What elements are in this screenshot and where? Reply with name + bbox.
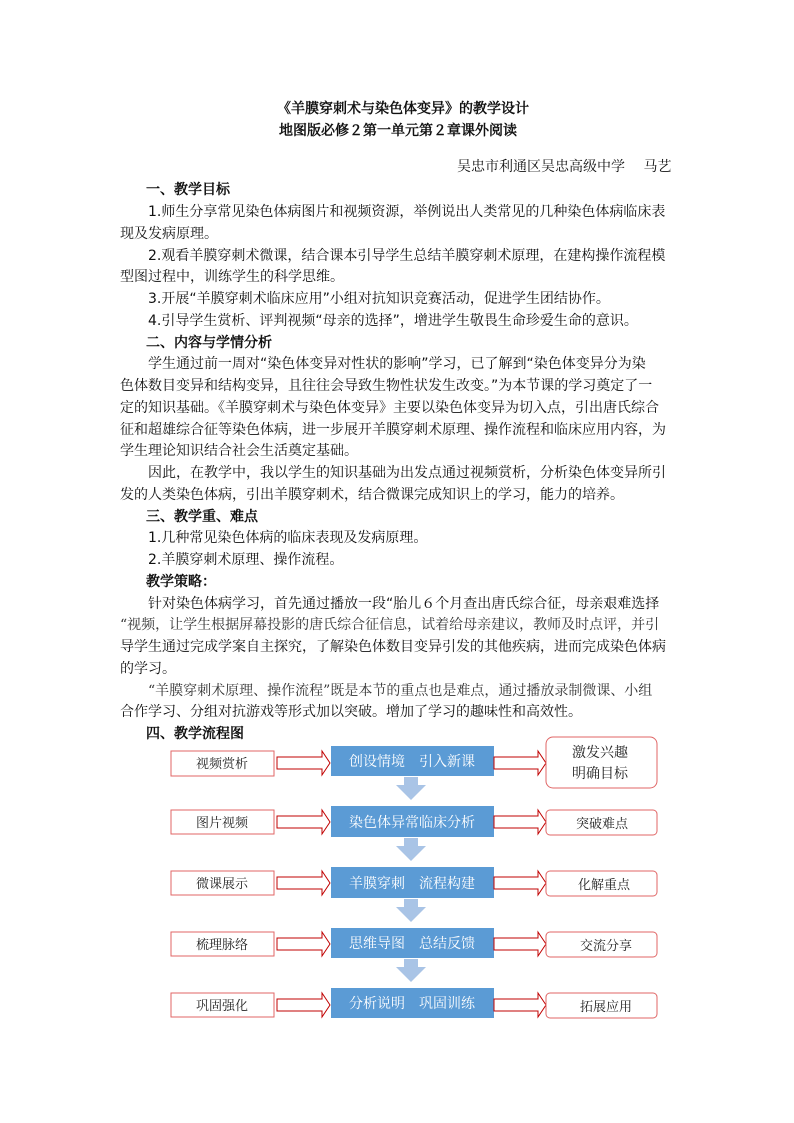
result-box-label: 突破难点	[575, 817, 629, 832]
down-arrow	[396, 959, 426, 982]
right-arrow	[494, 810, 546, 834]
flow-row-3	[171, 867, 657, 898]
section3-p1: 1.几种常见染色体病的临床表现及发病原理。	[148, 530, 428, 546]
section1-p2-line2: 型图过程中，训练学生的科学思维。	[120, 269, 344, 285]
section2-line3: 定的知识基础。《羊膜穿刺术与染色体变异》主要以染色体变异为切入点，引出唐氏综合	[120, 400, 659, 416]
doc-author: 吴忠市利通区吴忠高级中学 马艺	[457, 159, 672, 175]
goal-box-line2: 明确目标	[572, 766, 628, 782]
center-box-label: 创设情境 引入新课	[349, 754, 475, 770]
goal-box-line1: 激发兴趣	[572, 745, 628, 761]
section1-p1-line2: 现及发病原理。	[120, 226, 218, 242]
left-box-label: 梳理脉络	[195, 938, 249, 953]
section2-line1: 学生通过前一周对“染色体变异对性状的影响”学习，已了解到“染色体变异分为染	[148, 356, 646, 372]
section1-p3: 3.开展“羊膜穿刺术临床应用”小组对抗知识竞赛活动，促进学生团结协作。	[148, 291, 610, 307]
left-box-label: 图片视频	[195, 816, 249, 831]
result-box-label: 交流分享	[579, 939, 633, 954]
result-box-label: 拓展应用	[579, 1000, 633, 1015]
section2-line4: 征和超雄综合征等染色体病，进一步展开羊膜穿刺术原理、操作流程和临床应用内容，为	[120, 422, 666, 438]
flow-row-5	[171, 988, 657, 1018]
section2-line6: 因此，在教学中，我以学生的知识基础为出发点通过视频赏析，分析染色体变异所引	[148, 465, 666, 481]
section2-line2: 色体数目变异和结构变异，且往往会导致生物性状发生改变。”为本节课的学习奠定了一	[120, 378, 653, 394]
right-arrow	[277, 993, 330, 1017]
strategy-line3: 导学生通过完成学案自主探究，了解染色体数目变异引发的其他疾病，进而完成染色体病	[120, 639, 666, 655]
right-arrow	[494, 871, 546, 895]
section2-line5: 学生理论知识结合社会生活奠定基础。	[120, 443, 358, 459]
flow-row-2	[171, 806, 657, 837]
center-box-label: 思维导图 总结反馈	[349, 936, 475, 952]
strategy-line6: 合作学习、分组对抗游戏等形式加以突破。增加了学习的趣味性和高效性。	[120, 704, 582, 720]
section3-heading: 三、教学重、难点	[146, 509, 258, 525]
right-arrow	[494, 993, 546, 1017]
center-box-label: 分析说明 巩固训练	[349, 996, 475, 1012]
strategy-line1: 针对染色体病学习，首先通过播放一段“胎儿６个月查出唐氏综合征，母亲艰难选择	[148, 596, 660, 612]
right-arrow	[494, 751, 546, 775]
section1-heading: 一、教学目标	[146, 182, 230, 198]
right-arrow	[277, 751, 330, 775]
strategy-line2: “视频，让学生根据屏幕投影的唐氏综合征信息，试着给母亲建议，教师及时点评，并引	[120, 617, 660, 633]
section2-line7: 发的人类染色体病，引出羊膜穿刺术，结合微课完成知识上的学习，能力的培养。	[120, 487, 624, 503]
result-box-label: 化解重点	[577, 878, 631, 893]
left-box-label: 视频赏析	[195, 757, 249, 772]
section3-p2: 2.羊膜穿刺术原理、操作流程。	[148, 552, 344, 568]
flow-row-4	[171, 928, 657, 958]
strategy-line5: “羊膜穿刺术原理、操作流程”既是本节的重点也是难点，通过播放录制微课、小组	[148, 683, 653, 699]
section1-p4: 4.引导学生赏析、评判视频“母亲的选择”，增进学生敬畏生命珍爱生命的意识。	[148, 313, 638, 329]
doc-title: 《羊膜穿刺术与染色体变异》的教学设计	[277, 101, 529, 117]
down-arrow	[396, 777, 426, 800]
strategy-line4: 的学习。	[120, 661, 176, 677]
down-arrow	[396, 838, 426, 861]
section1-p2-line1: 2.观看羊膜穿刺术微课，结合课本引导学生总结羊膜穿刺术原理，在建构操作流程模	[148, 248, 666, 264]
center-box-label: 羊膜穿刺 流程构建	[349, 876, 475, 892]
right-arrow	[277, 810, 330, 834]
right-arrow	[494, 932, 546, 956]
section2-heading: 二、内容与学情分析	[146, 335, 272, 351]
right-arrow	[277, 871, 330, 895]
down-arrow	[396, 899, 426, 922]
left-box-label: 巩固强化	[195, 999, 249, 1014]
left-box-label: 微课展示	[195, 877, 249, 892]
doc-subtitle: 地图版必修２第一单元第２章课外阅读	[279, 123, 517, 139]
center-box-label: 染色体异常临床分析	[349, 815, 475, 831]
right-arrow	[277, 932, 330, 956]
section4-heading: 四、教学流程图	[146, 726, 244, 742]
section1-p1-line1: 1.师生分享常见染色体病图片和视频资源，举例说出人类常见的几种染色体病临床表	[148, 204, 666, 220]
strategy-heading: 教学策略：	[146, 574, 216, 590]
